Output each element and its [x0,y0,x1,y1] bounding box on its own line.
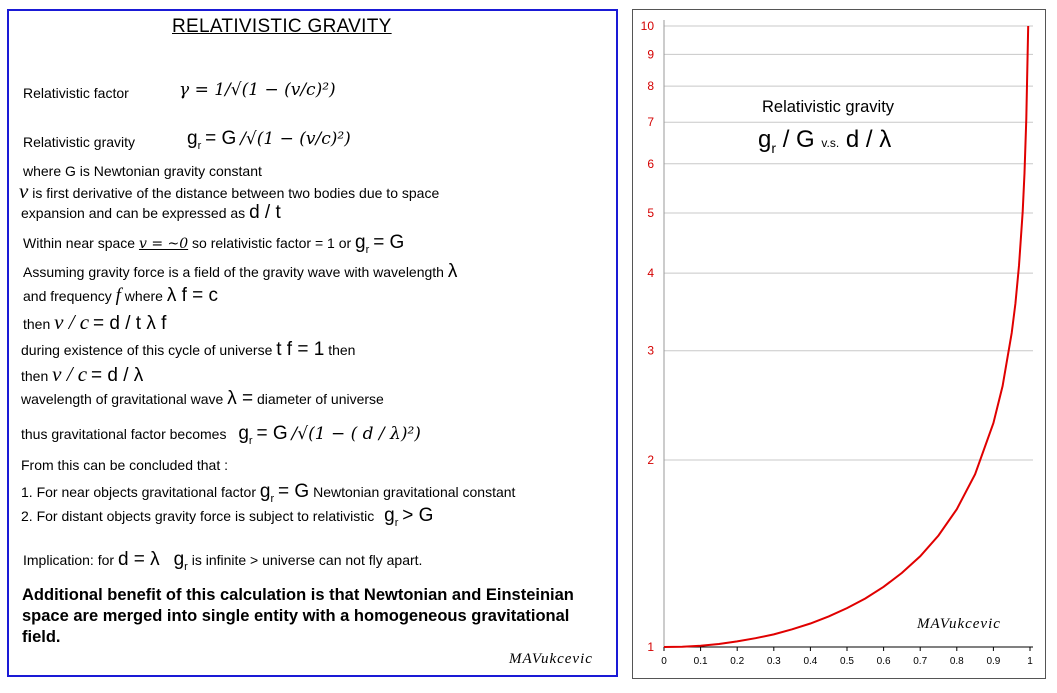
y-tick-label: 3 [647,343,654,358]
implication-line: Implication: for d = λ $g_r$ is infinite > universe can not fly apart. [23,549,423,573]
gravity-formula: $g_r = G$ /√(1 − (v/c)²) [187,128,351,152]
x-tick-labels [661,647,1033,667]
y-tick-labels [641,19,655,654]
x-tick-label: 0.3 [766,656,781,667]
frequency-line: and frequency f where λ f = c [23,285,219,306]
chart-title: Relativistic gravity [762,98,895,116]
y-tick-label: 6 [647,156,654,171]
during-line: during existence of this cycle of universe t f = 1 then [21,339,356,360]
v-description: v is first derivative of the distance between two bodies due to space [19,179,440,203]
y-tick-label: 10 [640,19,654,33]
gravity-label: Relativistic gravity [23,134,136,150]
concluded-text: From this can be concluded that : [21,457,228,473]
y-tick-label: 9 [647,47,654,62]
point-1: 1. For near objects gravitational factor $g_r = G$ Newtonian gravitational constant [21,481,516,505]
chart-panel [632,9,1046,679]
then-line-1: then v / c = d / t λ f [23,310,167,334]
within-line: Within near space v = ~0 so relativistic factor = 1 or $g_r = G$ [23,232,405,256]
y-tick-label: 2 [647,453,654,468]
explanation-panel [7,9,618,677]
signature: MAVukcevic [509,651,593,667]
x-tick-label: 0.1 [693,656,708,667]
thus-line: thus gravitational factor becomes $g_r = G$ /√(1 − ( d / λ)²) [21,423,421,447]
expansion-line: expansion and can be expressed as d / t [21,202,281,223]
x-tick-label: 0.8 [949,656,964,667]
x-tick-label: 0.4 [803,656,818,667]
y-tick-label: 5 [647,205,654,220]
factor-formula: γ = 1/√(1 − (v/c)²) [179,80,336,100]
y-tick-label: 7 [647,115,654,130]
y-tick-label: 8 [647,79,654,94]
then-line-2: then v / c = d / λ [21,362,144,386]
x-tick-label: 0.7 [913,656,928,667]
factor-label: Relativistic factor [23,85,129,101]
y-tick-label: 1 [647,640,654,654]
where-g-text: where G is Newtonian gravity constant [23,163,262,179]
point-2: 2. For distant objects gravity force is subject to relativistic $g_r > G$ [21,505,434,529]
chart-subtitle: $g_r$ / G v.s. d / λ [758,126,892,156]
panel-title: RELATIVISTIC GRAVITY [172,16,392,37]
assuming-line: Assuming gravity force is a field of the gravity wave with wavelength λ [23,261,458,282]
x-tick-label: 0.2 [730,656,745,667]
x-tick-label: 0.9 [986,656,1001,667]
gridlines [664,26,1033,460]
benefit-text: Additional benefit of this calculation is that Newtonian and Einsteinian space are merged into single entity with a homogeneous gravitational field. [22,586,574,646]
chart-signature: MAVukcevic [917,616,1001,632]
gravity-curve [664,26,1028,647]
x-tick-label: 0.5 [840,656,854,667]
y-tick-label: 4 [647,266,654,281]
x-tick-label: 0.6 [876,656,891,667]
x-tick-label: 1 [1027,656,1033,667]
x-tick-label: 0 [661,656,667,667]
wavelength-line: wavelength of gravitational wave λ = diameter of universe [21,388,384,409]
